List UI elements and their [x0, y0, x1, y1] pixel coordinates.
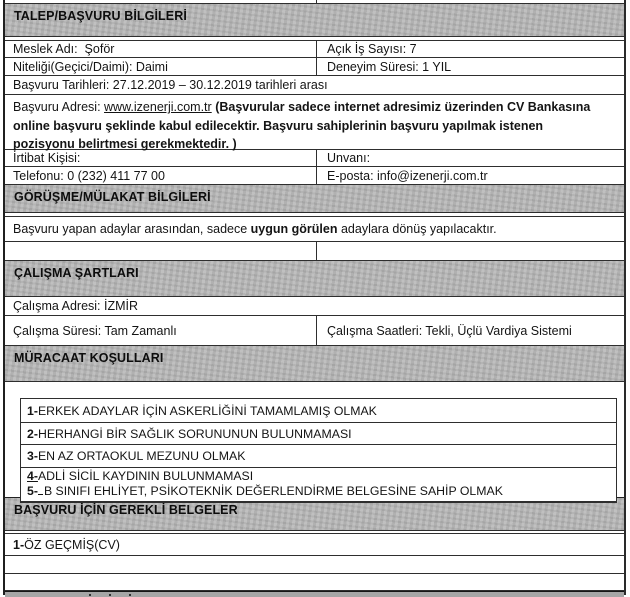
empty-split-row — [5, 242, 624, 261]
unvani-cell: Unvanı: — [327, 151, 371, 165]
gorusme-note-row — [5, 217, 624, 242]
calisma-saatleri-cell: Çalışma Saatleri: Tekli, Üçlü Vardiya Sistemi — [327, 323, 572, 338]
telefonu-cell: Telefonu: 0 (232) 411 77 00 — [5, 167, 317, 184]
condition-item-4 — [27, 470, 610, 484]
condition-5-number: 5- — [27, 483, 38, 498]
ozgecmis-text: ÖZ GEÇMİŞ(CV) — [24, 537, 120, 552]
basvuru-adresi-row — [5, 95, 624, 150]
empty-row-2 — [5, 574, 624, 591]
gorusme-note-pre: Başvuru yapan adaylar arasından, sadece — [13, 222, 248, 236]
condition-2-text: HERHANGİ BİR SAĞLIK SORUNUNUN BULUNMAMASI — [37, 426, 352, 441]
calisma-adresi-row: Çalışma Adresi: İZMİR — [5, 297, 624, 316]
condition-item-1 — [21, 399, 616, 423]
meslek-adi-cell: Meslek Adı: Şoför — [5, 41, 317, 57]
condition-3-number: 3- — [27, 449, 38, 463]
conditions-list-box — [20, 398, 617, 503]
condition-2-number: 2- — [27, 426, 38, 441]
section-header-talep-basvuru: TALEP/BAŞVURU BİLGİLERİ — [5, 4, 624, 37]
condition-item-4-5 — [21, 468, 616, 501]
basvuru-adresi-note: (Başvurular sadece internet adresimiz üzerinden CV Bankasına online başvuru şeklinde kabul edilecektir. Başvuru sahiplerinin başvuru yapılmak istenen pozisyonu belirtmesi gerekmektedir. ) — [13, 100, 591, 151]
niteligi-cell: Niteliği(Geçici/Daimi): Daimi — [5, 58, 317, 75]
condition-item-3 — [21, 445, 616, 468]
condition-item-5 — [27, 484, 610, 499]
top-cutoff-left-cell — [5, 0, 317, 3]
condition-5-text: B SINIFI EHLİYET, PSİKOTEKNİK DEĞERLENDİRME BELGESİNE SAHİP OLMAK — [43, 483, 503, 498]
calisma-sure-saat-row — [5, 316, 624, 346]
acik-is-sayisi-cell: Açık İş Sayısı: 7 — [327, 42, 417, 56]
izenerji-url-text: www.izenerji.com.tr — [104, 100, 212, 114]
meslek-acikis-row — [5, 41, 624, 58]
condition-3-text: EN AZ ORTAOKUL MEZUNU OLMAK — [37, 449, 246, 463]
empty-row-1 — [5, 556, 624, 574]
muracaat-conditions-cell — [5, 382, 624, 498]
gorusme-note-post: adaylara dönüş yapılacaktır. — [340, 222, 497, 236]
underlined-space — [38, 484, 43, 495]
calisma-suresi-cell: Çalışma Süresi: Tam Zamanlı — [5, 316, 317, 345]
telefon-eposta-row — [5, 167, 624, 185]
irtibat-kisisi-cell: İrtibat Kişisi: — [5, 150, 317, 166]
eposta-cell: E-posta: info@izenerji.com.tr — [327, 168, 488, 183]
basvuru-adresi-label: Başvuru Adresi: — [13, 100, 101, 114]
section-header-calisma-sartlari: ÇALIŞMA ŞARTLARI — [5, 261, 624, 297]
bottom-cutoff-section-band — [5, 591, 624, 597]
gorusme-note-bold: uygun görülen — [250, 222, 338, 236]
section-header-gerekli-belgeler: BAŞVURU İÇİN GEREKLİ BELGELER — [5, 498, 624, 531]
condition-1-number: 1- — [27, 403, 38, 418]
condition-4-text: ADLİ SİCİL KAYDININ BULUNMAMASI — [37, 469, 254, 483]
condition-1-text: ERKEK ADAYLAR İÇİN ASKERLİĞİNİ TAMAMLAMIŞ OLMAK — [37, 403, 377, 418]
basvuru-tarihleri-row: Başvuru Tarihleri: 27.12.2019 – 30.12.2019 tarihleri arası — [5, 76, 624, 95]
empty-left-cell — [5, 242, 317, 260]
cutoff-text-dots — [109, 594, 111, 596]
cutoff-text-dots — [89, 594, 91, 596]
irtibat-unvan-row — [5, 150, 624, 167]
cutoff-text-dots — [129, 594, 131, 596]
ozgecmis-row — [5, 534, 624, 556]
section-header-gorusme-mulakat: GÖRÜŞME/MÜLAKAT BİLGİLERİ — [5, 185, 624, 213]
section-header-muracaat-kosullari: MÜRACAAT KOŞULLARI — [5, 346, 624, 382]
nitelik-deneyim-row — [5, 58, 624, 76]
condition-item-2 — [21, 423, 616, 445]
job-posting-form-table — [3, 0, 626, 595]
condition-4-number: 4- — [27, 469, 38, 483]
deneyim-suresi-cell: Deneyim Süresi: 1 YIL — [327, 59, 452, 74]
ozgecmis-number: 1- — [13, 537, 25, 552]
